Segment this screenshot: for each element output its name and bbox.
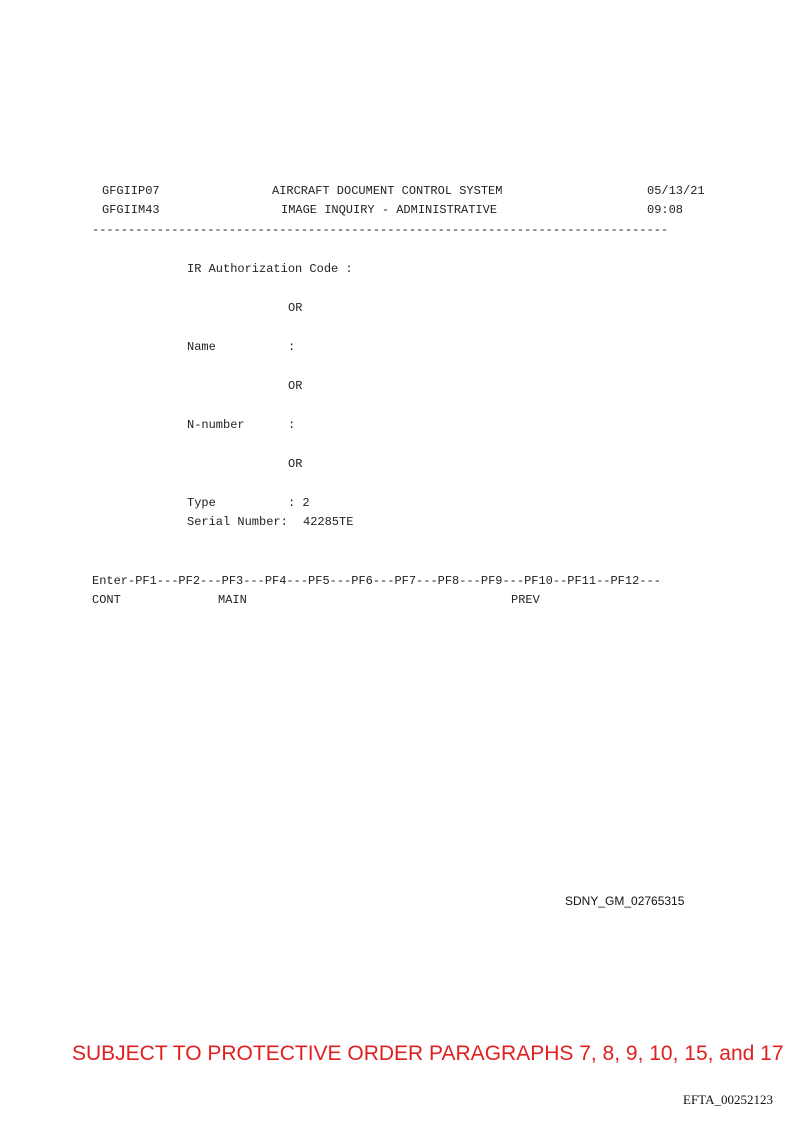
n-number-colon: : xyxy=(288,418,296,432)
screen-date: 05/13/21 xyxy=(647,184,705,198)
serial-number-label: Serial Number: xyxy=(187,515,288,529)
header-divider: -------------------------------------------------------------------------------- xyxy=(92,223,669,237)
protective-order-notice: SUBJECT TO PROTECTIVE ORDER PARAGRAPHS 7, 8, 9, 10, 15, and 17 xyxy=(72,1042,784,1065)
screen-time: 09:08 xyxy=(647,203,684,217)
or-separator-3: OR xyxy=(288,457,303,471)
name-label: Name xyxy=(187,340,216,354)
pf-main-label: MAIN xyxy=(218,593,247,607)
n-number-label: N-number xyxy=(187,418,245,432)
type-label: Type xyxy=(187,496,216,510)
or-separator-1: OR xyxy=(288,301,303,315)
serial-number-value: 42285TE xyxy=(303,515,354,529)
bates-number: SDNY_GM_02765315 xyxy=(565,894,685,908)
function-key-bar: Enter-PF1---PF2---PF3---PF4---PF5---PF6---PF7---PF8---PF9---PF10--PF11--PF12--- xyxy=(92,574,661,588)
screen-title: IMAGE INQUIRY - ADMINISTRATIVE xyxy=(281,203,498,217)
name-colon: : xyxy=(288,340,296,354)
map-id: GFGIIM43 xyxy=(102,203,160,217)
type-value: : 2 xyxy=(288,496,310,510)
or-separator-2: OR xyxy=(288,379,303,393)
pf-prev-label: PREV xyxy=(511,593,540,607)
program-id: GFGIIP07 xyxy=(102,184,160,198)
efta-number: EFTA_00252123 xyxy=(683,1092,773,1107)
system-title: AIRCRAFT DOCUMENT CONTROL SYSTEM xyxy=(272,184,503,198)
ir-authorization-label: IR Authorization Code : xyxy=(187,262,353,276)
pf-cont-label: CONT xyxy=(92,593,121,607)
